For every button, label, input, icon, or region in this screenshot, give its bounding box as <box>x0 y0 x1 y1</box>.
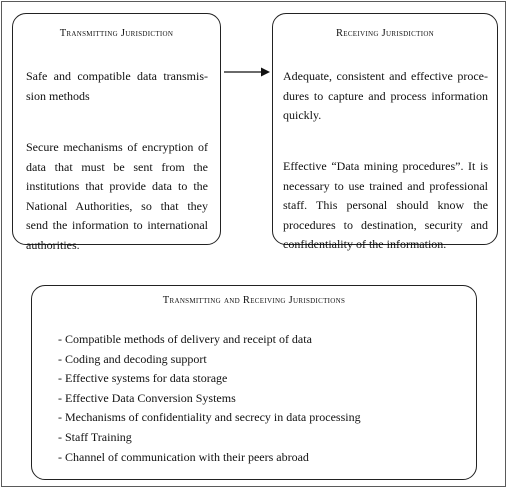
list-item: - Mechanisms of confidentiality and secrecy in data processing <box>58 408 361 428</box>
transmitting-and-receiving-box <box>31 285 477 480</box>
receiving-jurisdiction-title: Receiving Jurisdiction <box>335 28 435 39</box>
list-item: - Channel of communication with their peers abroad <box>58 448 361 468</box>
receiving-jurisdiction-box <box>272 13 498 251</box>
requirements-list <box>58 330 361 467</box>
receiving-paragraph-2: Effective “Data mining procedures”. It is necessary to use trained and professional staff. This personal should know the procedures to destination, security and confidentiality of the information. <box>283 159 488 251</box>
transmitting-jurisdiction-box <box>12 13 221 252</box>
transmitting-paragraph-2: Secure mechanisms of encryption of data that must be sent from the institutions that provide data to the National Authorities, so that they send the information to international authorities. <box>26 140 208 252</box>
list-item: - Staff Training <box>58 428 361 448</box>
receiving-paragraph-1: Adequate, consistent and effective procedures to capture and process information quickly. <box>283 69 488 122</box>
list-item: - Coding and decoding support <box>58 350 361 370</box>
transmitting-jurisdiction-title: Transmitting Jurisdiction <box>59 28 174 39</box>
transmitting-and-receiving-title: Transmitting and Receiving Jurisdictions <box>162 295 346 306</box>
arrow-right-icon <box>223 65 271 79</box>
list-item: - Effective Data Conversion Systems <box>58 389 361 409</box>
list-item: - Compatible methods of delivery and receipt of data <box>58 330 361 350</box>
transmitting-paragraph-1: Safe and compatible data transmission methods <box>26 69 208 103</box>
list-item: - Effective systems for data storage <box>58 369 361 389</box>
